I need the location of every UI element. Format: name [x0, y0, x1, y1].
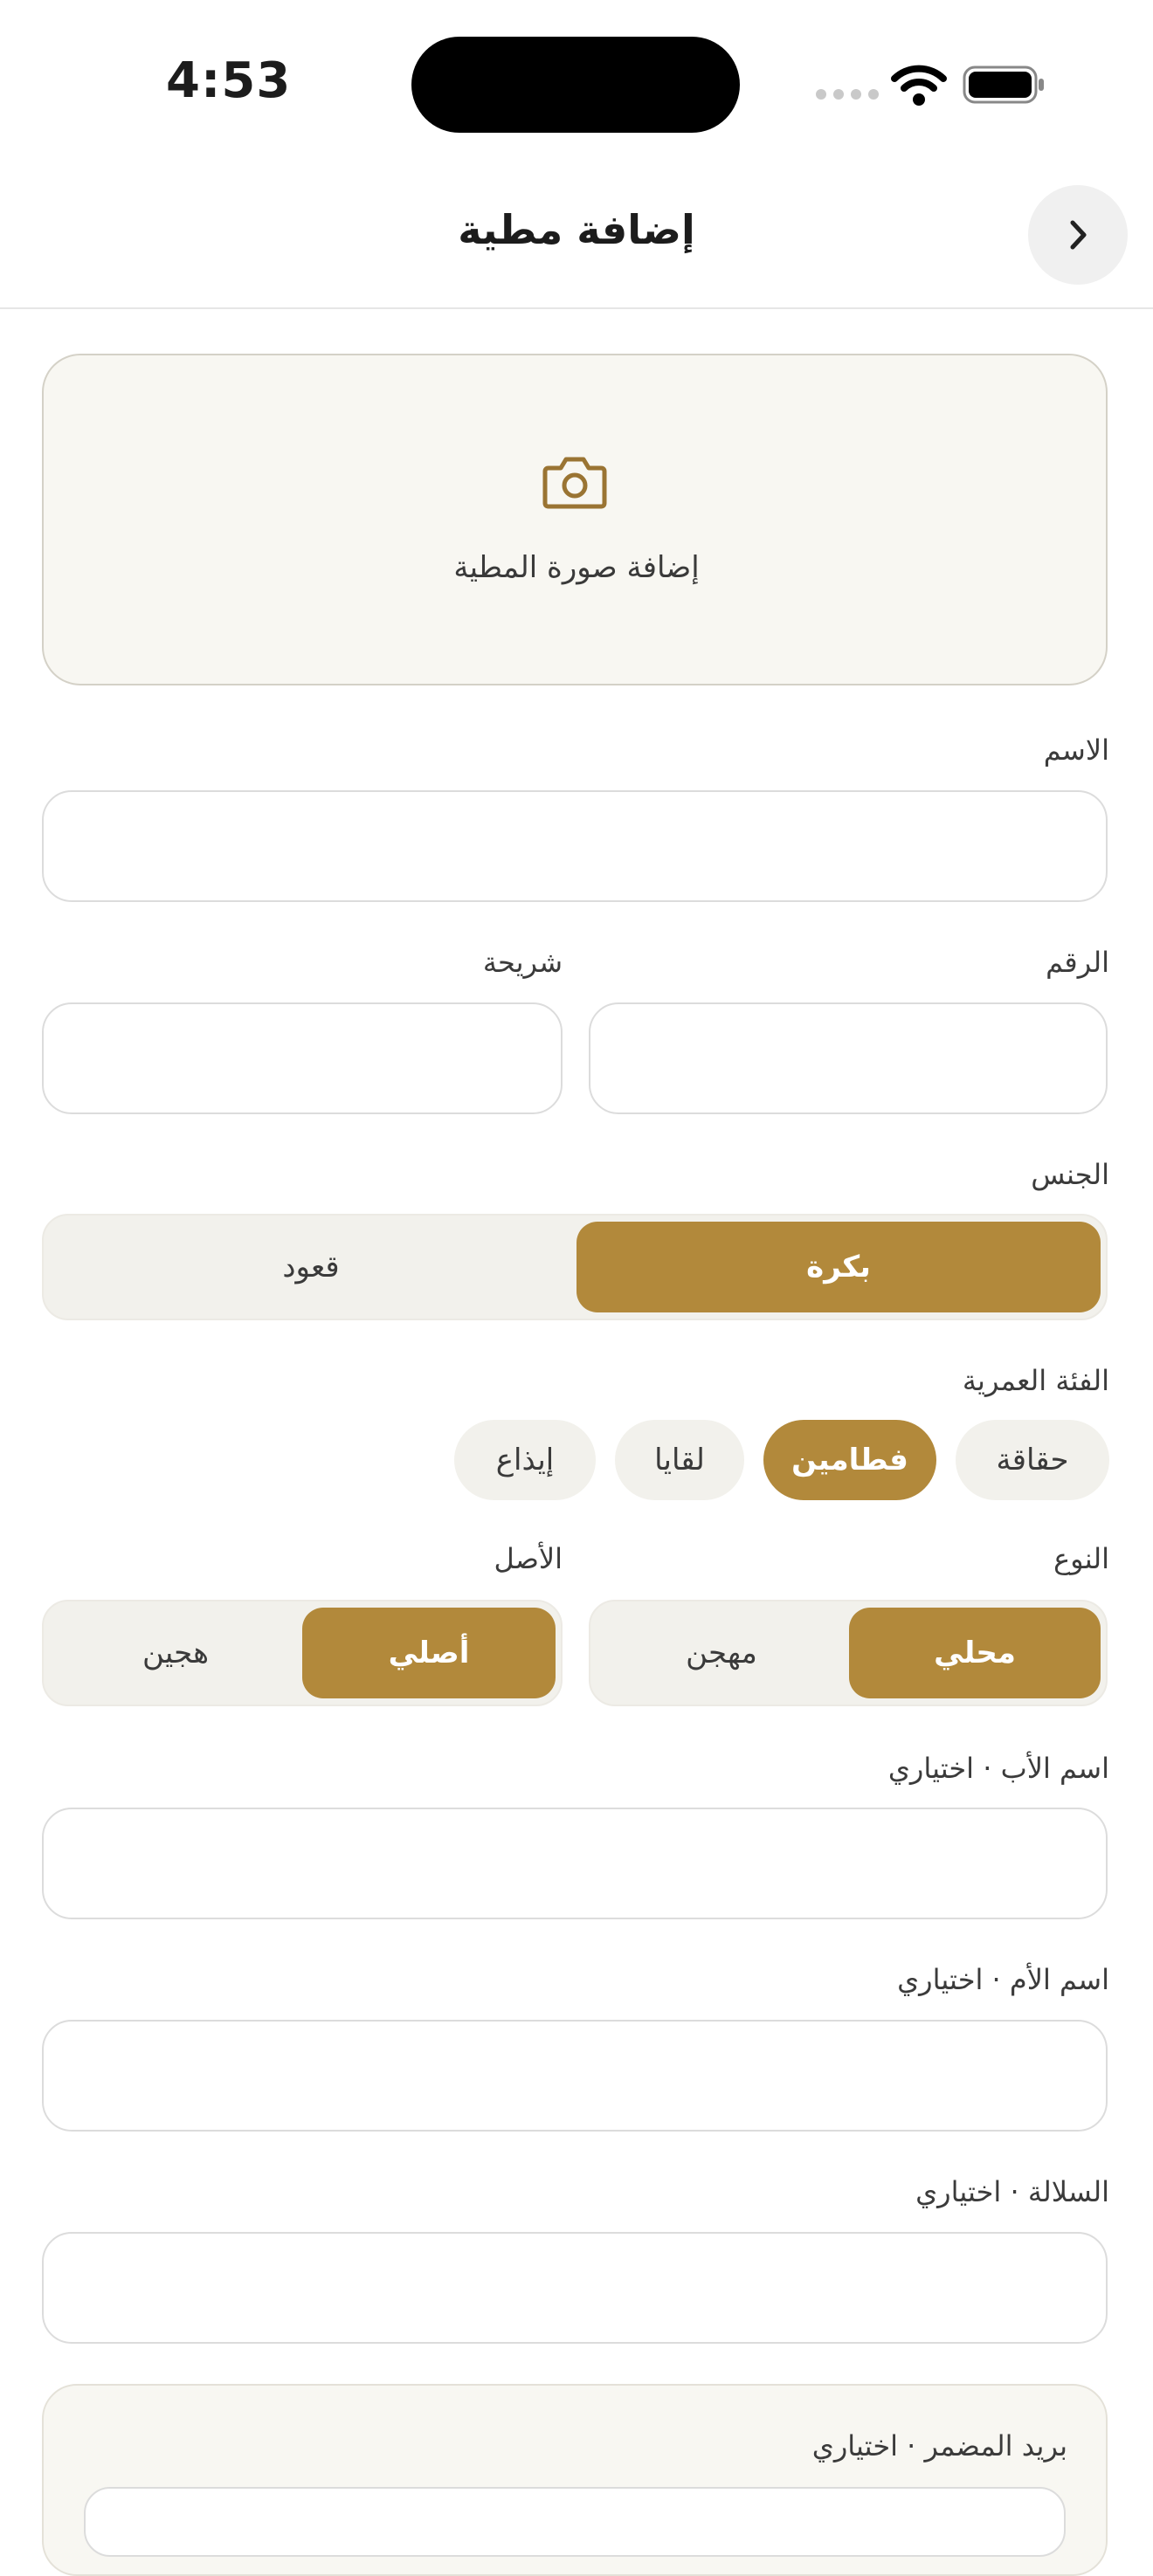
type-label: النوع: [1053, 1542, 1109, 1575]
gender-option-other[interactable]: قعود: [282, 1250, 340, 1285]
father-name-label: اسم الأب · اختياري: [887, 1752, 1109, 1785]
wifi-icon: [891, 63, 947, 107]
origin-option-other[interactable]: هجين: [142, 1636, 210, 1670]
type-option-other[interactable]: مهجن: [686, 1636, 757, 1670]
origin-label: الأصل: [494, 1542, 563, 1575]
gender-label: الجنس: [1031, 1158, 1109, 1191]
name-label: الاسم: [1043, 734, 1109, 767]
add-photo-button[interactable]: [42, 354, 1108, 685]
breed-field[interactable]: [42, 2232, 1108, 2344]
chip-label: شريحة: [482, 946, 563, 979]
number-label: الرقم: [1046, 946, 1109, 979]
father-name-field[interactable]: [42, 1808, 1108, 1919]
trainer-mail-field[interactable]: [84, 2487, 1066, 2557]
back-button[interactable]: [1028, 185, 1128, 285]
trainer-mail-label: بريد المضمر · اختياري: [811, 2429, 1067, 2462]
age-group-label: الفئة العمرية: [962, 1364, 1109, 1397]
mother-name-field[interactable]: [42, 2020, 1108, 2132]
dynamic-island: [411, 37, 740, 133]
add-photo-label: إضافة صورة المطية: [453, 550, 700, 585]
breed-label: السلالة · اختياري: [915, 2175, 1109, 2208]
header-divider: [0, 307, 1153, 309]
page-title: إضافة مطية: [458, 206, 695, 253]
battery-icon: [963, 65, 1046, 105]
gender-option-selected[interactable]: بكرة: [576, 1222, 1101, 1312]
origin-option-selected[interactable]: أصلي: [302, 1608, 556, 1698]
chevron-right-icon: [1063, 217, 1093, 252]
status-time: 4:53: [166, 52, 292, 109]
age-chip-liqaya[interactable]: لقايا: [615, 1420, 744, 1500]
age-chip-idha[interactable]: إيذاع: [454, 1420, 596, 1500]
type-option-selected[interactable]: محلي: [849, 1608, 1101, 1698]
number-field[interactable]: [589, 1002, 1108, 1114]
name-field[interactable]: [42, 790, 1108, 902]
age-chip-hiqqa[interactable]: حقاقة: [956, 1420, 1109, 1500]
age-chip-fitamin[interactable]: فطامين: [763, 1420, 936, 1500]
mother-name-label: اسم الأم · اختياري: [897, 1963, 1109, 1996]
chip-field[interactable]: [42, 1002, 563, 1114]
cellular-signal-icon: [816, 89, 879, 100]
camera-icon: [542, 452, 608, 510]
